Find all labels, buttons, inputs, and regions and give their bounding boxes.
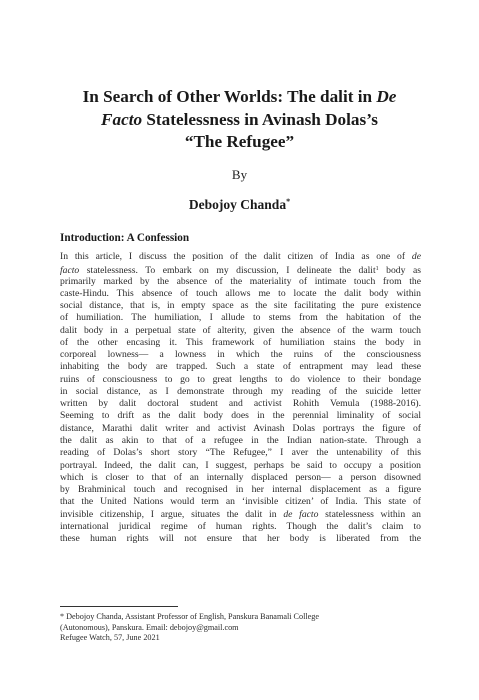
body-line: ruins of consciousness to go to great lengths to do violence to their bondage <box>60 373 421 385</box>
body-line: of humiliation. The humiliation, I allude to stems from the habitation of the <box>60 312 421 324</box>
footnote-divider <box>60 606 178 607</box>
body-line: caste-Hindu. This absence of touch allows me to locate the dalit body within <box>60 287 421 299</box>
body-line: reading of Dolas’s short story “The Refugee,” I aver the untenability of this <box>60 447 421 459</box>
article-title <box>60 86 419 154</box>
body-line: social distance, that is, in empty space as the site facilitating the pure existence <box>60 300 421 312</box>
body-line: in social distance, as I demonstrate through my reading of the suicide letter <box>60 385 421 397</box>
title-line-3: “The Refugee” <box>184 132 295 151</box>
body-line: corporeal lowness— a lowness in which the ruins of the consciousness <box>60 349 421 361</box>
body-line: written by dalit doctoral student and activist Rohith Vemula (1988-2016). <box>60 398 421 410</box>
body-line: facto statelessness. To embark on my discussion, I delineate the dalit$^1$ body as <box>60 265 421 277</box>
body-line: dalit body in a perpetual state of alterity, given the absence of the warm touch <box>60 324 421 336</box>
byline: By <box>231 167 248 182</box>
body-line: distance, Marathi dalit writer and activist Avinash Dolas portrays the figure of <box>60 422 421 434</box>
footnote-line: * Debojoy Chanda, Assistant Professor of English, Panskura Banamali College <box>60 612 320 621</box>
body-line: Seeming to drift as the dalit body does in the perennial liminality of social <box>60 410 421 422</box>
author-name: Debojoy Chanda* <box>188 197 291 212</box>
body-line: invisible citizenship, I argue, situates the dalit in de facto statelessness within an <box>60 508 421 520</box>
body-text <box>60 251 421 545</box>
body-line: which is closer to that of an internally displaced person— a person disowned <box>60 471 421 483</box>
body-line: inhabiting the body are trapped. Such a state of entrapment may lead these <box>60 361 421 373</box>
body-line: of the other encasing it. This framework of humiliation stains the body in <box>60 336 421 348</box>
footnote-line: (Autonomous), Panskura. Email: debojoy@gmail.com <box>60 622 239 632</box>
footnote-line: Refugee Watch, 57, June 2021 <box>60 633 160 643</box>
body-line: by Brahminical touch and recognised in her internal displacement as a figure <box>60 484 421 496</box>
body-line: these human rights will not ensure that her body is liberated from the <box>60 533 421 545</box>
title-line-2: Facto Statelessness in Avinash Dolas’s <box>101 109 378 129</box>
section-heading: Introduction: A Confession <box>60 232 190 244</box>
footnotes <box>60 612 440 644</box>
body-line: the dalit as akin to that of a refugee in the Indian nation-state. Through a <box>60 434 421 446</box>
footnote-marker: * <box>286 197 291 206</box>
title-line-1: In Search of Other Worlds: The dalit in De <box>82 87 397 106</box>
body-line: international juridical regime of human rights. Though the dalit’s claim to <box>60 520 421 532</box>
body-line: portrayal. Indeed, the dalit can, I suggest, perhaps be said to occupy a position <box>60 459 421 471</box>
body-line: primarily marked by the absence of the materiality of intimate touch from the <box>60 275 421 287</box>
body-line: that the United Nations would term an ‘invisible citizen’ of India. This state of <box>60 496 421 508</box>
body-line: In this article, I discuss the position of the dalit citizen of India as one of de <box>60 251 421 262</box>
